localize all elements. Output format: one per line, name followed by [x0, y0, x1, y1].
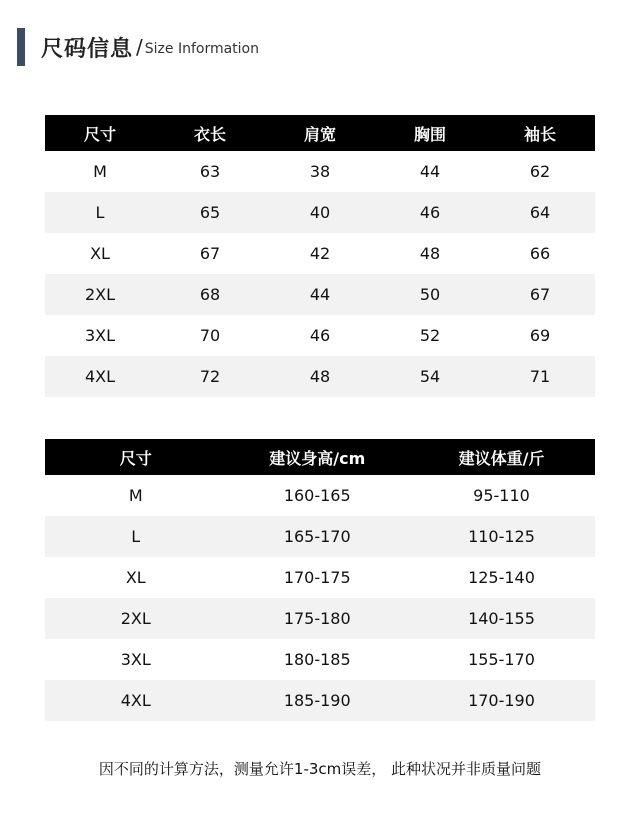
column-header: 胸围 [375, 115, 485, 151]
accent-bar [17, 28, 25, 66]
table-cell: 46 [309, 326, 331, 345]
table-cell: 48 [265, 356, 375, 397]
table-cell: 66 [529, 244, 551, 263]
table-row [45, 192, 595, 233]
table-cell: 95-110 [473, 486, 530, 505]
table-cell: 63 [199, 162, 221, 181]
table-cell: 68 [155, 274, 265, 315]
table-cell: 72 [155, 356, 265, 397]
column-header: 衣长 [155, 115, 265, 151]
table-header-row [45, 439, 595, 475]
column-header: 建议身高/cm [227, 439, 409, 475]
table-cell: 46 [375, 192, 485, 233]
table-cell: M [128, 486, 143, 505]
table-cell: L [45, 516, 227, 557]
table-cell: 54 [375, 356, 485, 397]
table-cell: 70 [199, 326, 221, 345]
table-cell: 62 [529, 162, 551, 181]
table-cell: 140-155 [408, 598, 595, 639]
table-cell: 170-175 [283, 568, 351, 587]
table-cell: M [93, 162, 107, 181]
recommendation-table [45, 439, 595, 721]
table-cell: 65 [155, 192, 265, 233]
table-cell: 4XL [45, 680, 227, 721]
measurement-note: 因不同的计算方法，测量允许1-3cm误差， 此种状况并非质量问题 [98, 760, 542, 778]
table-row [45, 680, 595, 721]
column-header: 尺寸 [45, 439, 227, 475]
table-cell: 42 [309, 244, 331, 263]
table-cell: 2XL [45, 598, 227, 639]
table-cell: 170-190 [408, 680, 595, 721]
table-cell: 48 [419, 244, 441, 263]
table-row [45, 315, 595, 356]
table-cell: 185-190 [227, 680, 409, 721]
table-cell: 175-180 [227, 598, 409, 639]
table-cell: 67 [199, 244, 221, 263]
table-row [45, 356, 595, 397]
table-cell: 71 [485, 356, 595, 397]
page-header [17, 28, 259, 66]
column-header: 建议体重/斤 [408, 439, 595, 475]
table-cell: 3XL [84, 326, 116, 345]
column-header: 袖长 [485, 115, 595, 151]
table-row [45, 151, 595, 192]
table-cell: 40 [265, 192, 375, 233]
table-row [45, 557, 595, 598]
table-cell: 44 [419, 162, 441, 181]
table-cell: L [45, 192, 155, 233]
table-cell: 69 [529, 326, 551, 345]
table-row [45, 598, 595, 639]
table-cell: 64 [485, 192, 595, 233]
size-measurement-table [45, 115, 595, 397]
table-row [45, 475, 595, 516]
table-cell: XL [90, 244, 110, 263]
table-cell: 160-165 [283, 486, 351, 505]
table-cell: 2XL [45, 274, 155, 315]
column-header: 肩宽 [265, 115, 375, 151]
table-row [45, 516, 595, 557]
table-cell: 110-125 [408, 516, 595, 557]
table-row [45, 274, 595, 315]
table-cell: 3XL [120, 650, 151, 669]
table-cell: XL [125, 568, 146, 587]
table-cell: 44 [265, 274, 375, 315]
table-row [45, 639, 595, 680]
table-cell: 52 [419, 326, 441, 345]
table-cell: 38 [309, 162, 331, 181]
column-header: 尺寸 [45, 115, 155, 151]
page-title: 尺码信息 [41, 36, 134, 62]
table-cell: 4XL [45, 356, 155, 397]
table-cell: 67 [485, 274, 595, 315]
table-cell: 180-185 [283, 650, 351, 669]
table-cell: 50 [375, 274, 485, 315]
table-header-row [45, 115, 595, 151]
page-subtitle: Size Information [144, 41, 259, 57]
title-separator: / [136, 35, 143, 59]
table-cell: 165-170 [227, 516, 409, 557]
table-cell: 125-140 [468, 568, 535, 587]
table-row [45, 233, 595, 274]
table-cell: 155-170 [468, 650, 535, 669]
